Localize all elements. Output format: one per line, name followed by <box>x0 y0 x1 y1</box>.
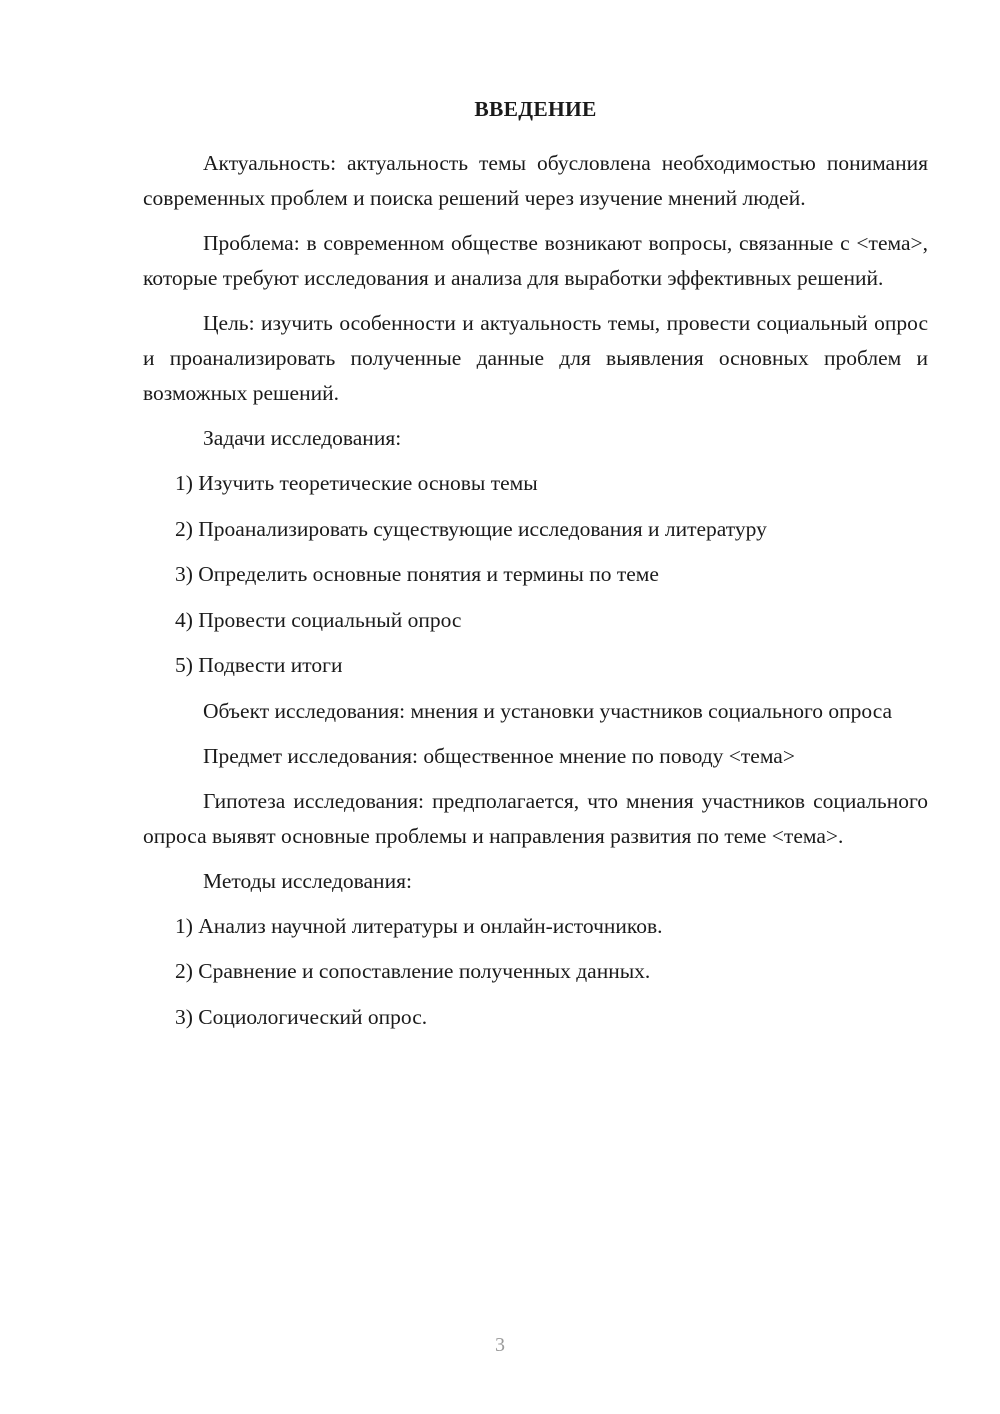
page-title: ВВЕДЕНИЕ <box>474 97 597 121</box>
methods-title: Методы исследования: <box>203 868 412 893</box>
relevance-paragraph: Актуальность: актуальность темы обусловлена необходимостью понимания современных проблем и поиска решений через изучение мнений людей. <box>143 151 928 210</box>
goal-paragraph: Цель: изучить особенности и актуальность темы, провести социальный опрос и проанализировать полученные данные для выявления основных проблем и возможных решений. <box>143 311 928 405</box>
task-item: 1) Изучить теоретические основы темы <box>175 471 538 495</box>
task-item: 5) Подвести итоги <box>175 653 343 677</box>
task-item: 2) Проанализировать существующие исследования и литературу <box>175 516 767 541</box>
method-item: 2) Сравнение и сопоставление полученных данных. <box>175 959 651 983</box>
tasks-title: Задачи исследования: <box>203 426 402 450</box>
object-paragraph: Объект исследования: мнения и установки участников социального опроса <box>203 698 893 723</box>
document-page <box>143 92 928 1045</box>
task-item: 4) Провести социальный опрос <box>175 607 462 632</box>
method-item: 1) Анализ научной литературы и онлайн-источников. <box>175 913 663 938</box>
page-number: 3 <box>495 1334 505 1356</box>
hypothesis-paragraph: Гипотеза исследования: предполагается, что мнения участников социального опроса выявят основные проблемы и направления развития по теме <тема>. <box>143 788 928 848</box>
tasks-list <box>143 466 928 683</box>
task-item: 3) Определить основные понятия и термины по теме <box>175 562 659 586</box>
method-item: 3) Социологический опрос. <box>175 1004 428 1029</box>
methods-list <box>143 909 928 1035</box>
problem-paragraph: Проблема: в современном обществе возникают вопросы, связанные с <тема>, которые требуют исследования и анализа для выработки эффективных решений. <box>143 231 928 290</box>
subject-paragraph: Предмет исследования: общественное мнение по поводу <тема> <box>203 743 795 768</box>
